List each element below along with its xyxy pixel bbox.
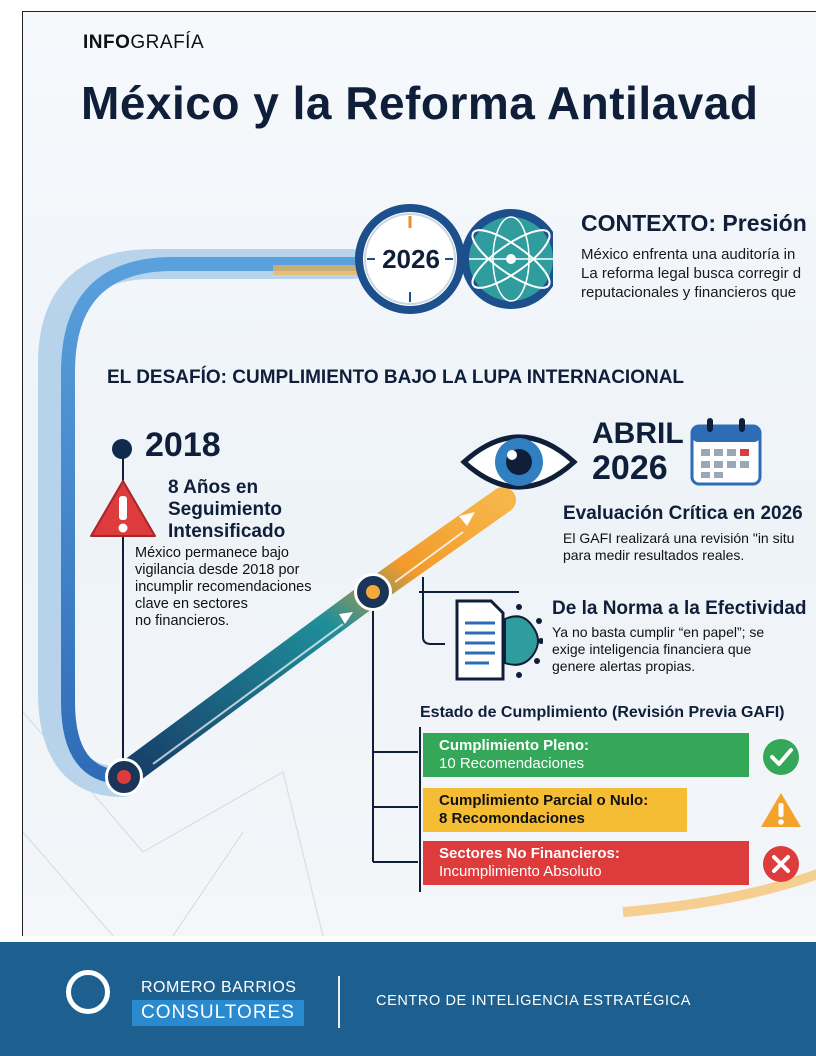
evaluation-text: El GAFI realizará una revisión "in situ para medir resultados reales. bbox=[563, 530, 795, 563]
timeline-node-mid bbox=[354, 573, 392, 611]
status-title: Estado de Cumplimiento (Revisión Previa GAFI) bbox=[420, 704, 785, 721]
infographic-frame bbox=[22, 11, 816, 936]
eye-icon bbox=[460, 426, 578, 498]
norm-text: Ya no basta cumplir “en papel”; se exige inteligencia financiera que genere alertas propias. bbox=[552, 624, 765, 674]
brand-logo-icon bbox=[66, 970, 110, 1014]
status-bar-full: Cumplimiento Pleno: 10 Recomendaciones bbox=[423, 733, 749, 777]
x-icon bbox=[761, 844, 801, 884]
evaluation-title: Evaluación Crítica en 2026 bbox=[563, 503, 803, 524]
context-title: CONTEXTO: Presión bbox=[581, 210, 807, 236]
milestone-2018-text: México permanece bajo vigilancia desde 2018 por incumplir recomendaciones clave en sectores no financieros. bbox=[135, 545, 312, 629]
footer-divider bbox=[338, 976, 340, 1028]
milestone-year-2018: 2018 bbox=[145, 426, 221, 464]
context-text: México enfrenta una auditoría in La reforma legal busca corregir d reputacionales y financieros que bbox=[581, 246, 802, 301]
timeline-node-start bbox=[105, 758, 143, 796]
page-title: México y la Reforma Antilavad bbox=[81, 77, 759, 129]
norm-title: De la Norma a la Efectividad bbox=[552, 598, 807, 619]
status-bar-nonfinancial: Sectores No Financieros: Incumplimiento Absoluto bbox=[423, 841, 749, 885]
milestone-2018-heading: 8 Años en Seguimiento Intensificado bbox=[168, 477, 286, 542]
section-title: EL DESAFÍO: CUMPLIMIENTO BAJO LA LUPA INTERNACIONAL bbox=[107, 367, 685, 388]
check-icon bbox=[761, 737, 801, 777]
warning-icon bbox=[89, 478, 157, 540]
timeline-dot-2018 bbox=[112, 439, 132, 459]
footer-bar bbox=[0, 942, 816, 1056]
warning-icon bbox=[759, 790, 803, 830]
infographic-kicker: INFOGRAFÍA bbox=[83, 32, 205, 53]
brand-name-bottom: CONSULTORES bbox=[132, 1000, 304, 1026]
document-brain-icon bbox=[453, 597, 543, 683]
clock-year-label: 2026 bbox=[382, 244, 440, 274]
calendar-icon bbox=[689, 416, 763, 488]
footer-tagline: CENTRO DE INTELIGENCIA ESTRATÉGICA bbox=[376, 993, 692, 1009]
brand-name-top: ROMERO BARRIOS bbox=[141, 979, 297, 996]
milestone-date-2026: ABRIL 2026 bbox=[592, 417, 684, 487]
status-bar-partial: Cumplimiento Parcial o Nulo: 8 Recomondaciones bbox=[423, 788, 687, 832]
